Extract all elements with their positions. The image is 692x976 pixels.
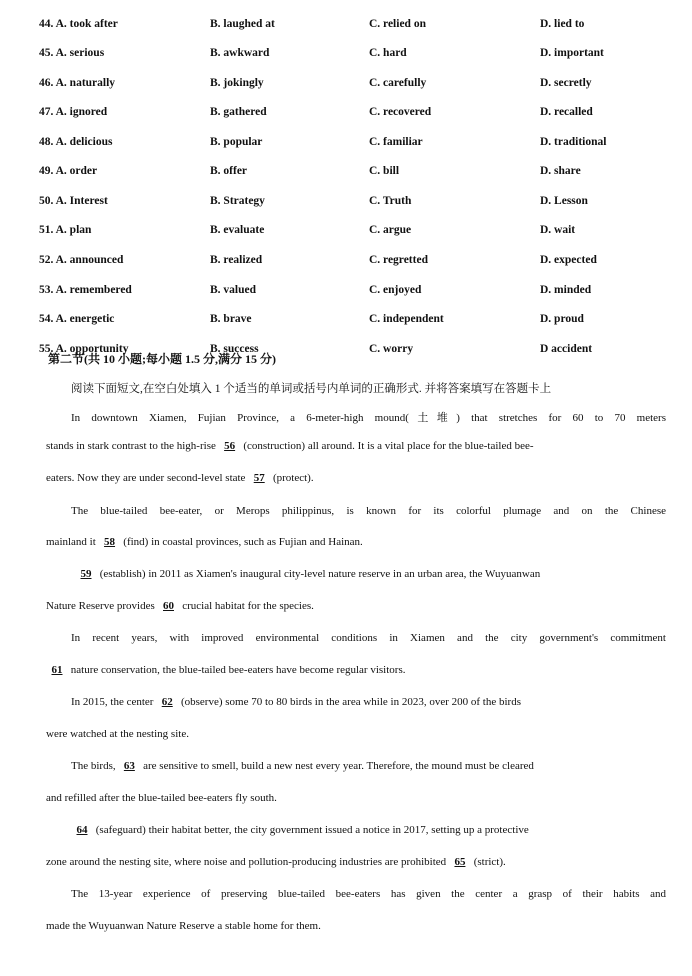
text: crucial habitat for the species. (182, 600, 314, 612)
option-d: D. minded (540, 284, 592, 296)
passage-line (46, 472, 692, 484)
question-row (0, 224, 692, 246)
text: (observe) some 70 to 80 birds in the area while in 2023, over 200 of the birds (180, 696, 521, 708)
passage-line: The blue-tailed bee-eater, or Merops philippinus, is known for its colorful plumage and on the Chinese (71, 505, 666, 517)
option-c: C. independent (369, 313, 444, 325)
passage-line (46, 536, 692, 548)
text: (establish) in 2011 as Xiamen's inaugural city-level nature reserve in an urban area, the Wuyuanwan (99, 568, 541, 580)
option-c: C. hard (369, 47, 407, 59)
option-d: D. traditional (540, 136, 607, 148)
text: The birds, (71, 760, 119, 772)
option-c: C. relied on (369, 18, 426, 30)
option-a: 55. A. opportunity (39, 343, 129, 355)
option-c: C. bill (369, 165, 400, 177)
blank-57: 57 (253, 472, 265, 484)
text: In 2015, the center (71, 696, 157, 708)
text: (find) in coastal provinces, such as Fujian and Hainan. (123, 536, 363, 548)
question-row (0, 284, 692, 306)
question-row (0, 195, 692, 217)
passage-line: In recent years, with improved environmental conditions in Xiamen and the city government's commitment (71, 632, 666, 644)
passage-line (46, 856, 692, 868)
blank-64: 64 (76, 824, 88, 836)
option-b: B. laughed at (210, 18, 275, 30)
option-c: C. worry (369, 343, 414, 355)
passage-line: The 13-year experience of preserving blue-tailed bee-eaters has given the center a grasp of their habits and (71, 888, 666, 900)
blank-56: 56 (224, 440, 236, 452)
text: (safeguard) their habitat better, the city government issued a notice in 2017, setting up a protective (95, 824, 529, 836)
question-row (0, 254, 692, 276)
option-b: B. brave (210, 313, 252, 325)
blank-58: 58 (104, 536, 116, 548)
option-d: D. recalled (540, 106, 593, 118)
option-b: B. evaluate (210, 224, 265, 236)
option-b: B. gathered (210, 106, 267, 118)
option-a: 48. A. delicious (39, 136, 113, 148)
option-d: D. important (540, 47, 604, 59)
passage-line: made the Wuyuanwan Nature Reserve a stable home for them. (46, 920, 321, 932)
option-c: C. familiar (369, 136, 423, 148)
passage-line (75, 568, 692, 580)
option-a: 46. A. naturally (39, 77, 116, 89)
text: (strict). (473, 856, 506, 868)
option-a: 52. A. announced (39, 254, 124, 266)
passage-line: were watched at the nesting site. (46, 728, 189, 740)
option-a: 45. A. serious (39, 47, 105, 59)
option-b: B. offer (210, 165, 248, 177)
text: eaters. Now they are under second-level state (46, 472, 249, 484)
option-c: C. enjoyed (369, 284, 422, 296)
text: mainland it (46, 536, 99, 548)
option-d: D. expected (540, 254, 597, 266)
option-c: C. recovered (369, 106, 432, 118)
section-instruction: 阅读下面短文,在空白处填入 1 个适当的单词或括号内单词的正确形式. 并将答案填写在答题卡上 (71, 383, 552, 395)
blank-62: 62 (161, 696, 173, 708)
passage-line: and refilled after the blue-tailed bee-eaters fly south. (46, 792, 277, 804)
option-a: 51. A. plan (39, 224, 92, 236)
blank-61: 61 (51, 664, 63, 676)
text: are sensitive to smell, build a new nest every year. Therefore, the mound must be cleared (143, 760, 534, 772)
option-b: B. awkward (210, 47, 270, 59)
option-a: 47. A. ignored (39, 106, 108, 118)
text: stands in stark contrast to the high-rise (46, 440, 219, 452)
option-d: D. Lesson (540, 195, 588, 207)
option-d: D. secretly (540, 77, 592, 89)
question-row (0, 165, 692, 187)
passage-line (46, 440, 692, 452)
option-b: B. success (210, 343, 259, 355)
passage-line (71, 760, 692, 772)
blank-63: 63 (123, 760, 135, 772)
option-a: 49. A. order (39, 165, 98, 177)
passage-line (46, 600, 692, 612)
text: Nature Reserve provides (46, 600, 158, 612)
option-b: B. valued (210, 284, 257, 296)
question-row (0, 47, 692, 69)
question-row (0, 18, 692, 40)
option-a: 44. A. took after (39, 18, 118, 30)
text: nature conservation, the blue-tailed bee-eaters have become regular visitors. (70, 664, 406, 676)
blank-59: 59 (80, 568, 92, 580)
passage-line (46, 664, 692, 676)
question-row (0, 77, 692, 99)
blank-60: 60 (163, 600, 174, 612)
option-b: B. popular (210, 136, 263, 148)
option-d: D accident (540, 343, 593, 355)
text: (construction) all around. It is a vital place for the blue-tailed bee- (243, 440, 534, 452)
option-b: B. realized (210, 254, 263, 266)
option-a: 54. A. energetic (39, 313, 115, 325)
blank-65: 65 (454, 856, 466, 868)
option-c: C. regretted (369, 254, 428, 266)
question-row (0, 136, 692, 158)
passage-line: In downtown Xiamen, Fujian Province, a 6-meter-high mound(土堆) that stretches for 60 to 70 meters (71, 412, 666, 424)
text: zone around the nesting site, where noise and pollution-producing industries are prohibited (46, 856, 449, 868)
passage-line (71, 824, 692, 836)
section-heading: 第二节(共 10 小题;每小题 1.5 分,满分 15 分) (48, 352, 276, 366)
option-d: D. proud (540, 313, 584, 325)
text: (protect). (272, 472, 314, 484)
option-c: C. argue (369, 224, 412, 236)
option-b: B. jokingly (210, 77, 264, 89)
option-a: 50. A. Interest (39, 195, 108, 207)
option-d: D. share (540, 165, 581, 177)
option-c: C. Truth (369, 195, 412, 207)
option-d: D. wait (540, 224, 576, 236)
option-d: D. lied to (540, 18, 585, 30)
question-row (0, 313, 692, 335)
passage-line (71, 696, 692, 708)
question-row (0, 106, 692, 128)
option-b: B. Strategy (210, 195, 265, 207)
option-c: C. carefully (369, 77, 427, 89)
option-a: 53. A. remembered (39, 284, 132, 296)
